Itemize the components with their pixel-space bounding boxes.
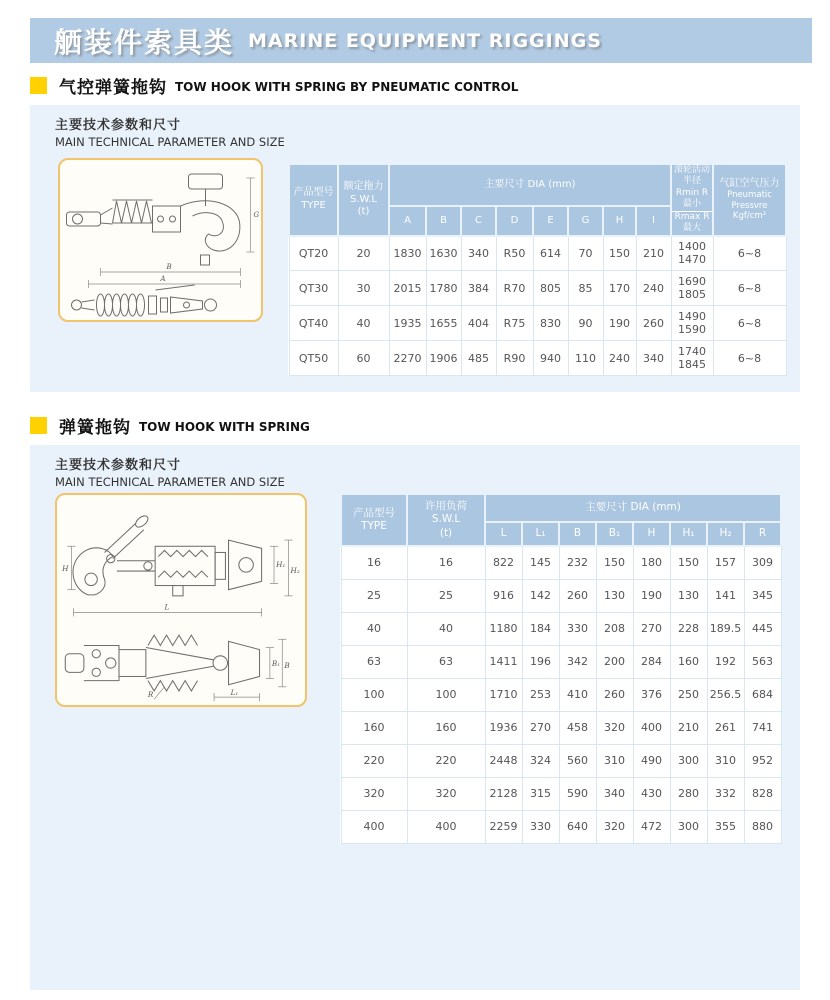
dia-col-header: C [461,206,496,235]
table-cell: 232 [559,546,596,579]
table-row [341,645,781,678]
table-cell: 342 [559,645,596,678]
table-cell: 1740 1845 [671,341,713,376]
subtitle-zh: 主要技术参数和尺寸 [55,118,182,133]
table-cell: 2015 [389,271,426,306]
table-row [341,612,781,645]
banner-title-en: MARINE EQUIPMENT RIGGINGS [248,29,602,52]
table-cell: 1830 [389,236,426,271]
col-header-text: 额定拖力 [343,181,384,192]
banner-title-zh: 舾装件索具类 [54,25,235,59]
table-cell: 320 [407,777,485,810]
col-header-text: 气缸空气压力 [719,177,780,189]
table-cell: 196 [522,645,559,678]
table-cell: 614 [533,236,568,271]
table-cell: 210 [636,236,671,271]
col-header-text: S.W.L [431,513,461,526]
table-cell: 150 [603,236,636,271]
pneumatic-tow-hook-drawing [60,160,261,320]
table-row [341,711,781,744]
table-cell: 270 [522,711,559,744]
table-cell: 270 [633,612,670,645]
table-cell: 130 [670,579,707,612]
table-cell: 1906 [426,341,461,376]
table-row [289,341,786,376]
table-cell: 40 [338,306,389,341]
table-cell: 340 [461,236,496,271]
dia-col-header: L [485,522,522,546]
table-cell: 260 [636,306,671,341]
table-cell: 400 [407,810,485,843]
table-cell: 145 [522,546,559,579]
drawing-side-view [67,174,240,265]
table-row [341,777,781,810]
table-cell: R70 [496,271,533,306]
dia-col-header: D [496,206,533,235]
subtitle-en: MAIN TECHNICAL PARAMETER AND SIZE [55,135,285,149]
drawing-top-view [65,635,259,691]
table-cell: 6~8 [713,271,786,306]
table-cell: 6~8 [713,341,786,376]
col-header-text: Pneumatic Pressvre [727,190,772,211]
table-cell: 110 [568,341,603,376]
table-cell: 384 [461,271,496,306]
col-header-text: S.W.L [349,193,378,205]
table-cell: 300 [670,810,707,843]
table-cell: 1411 [485,645,522,678]
col-header-text: Rmax R 最大 [674,212,710,234]
spring-tow-hook-table [340,493,782,844]
dia-col-header: A [389,206,426,235]
dia-col-header: H [633,522,670,546]
table-cell: QT30 [289,271,338,306]
dia-col-header: B₁ [596,522,633,546]
table-cell: 192 [707,645,744,678]
col-header-pressure [713,164,786,236]
table-cell: 490 [633,744,670,777]
pneumatic-tow-hook-diagram [58,158,263,322]
section1-title-zh: 气控弹簧拖钩 [59,78,167,98]
table-cell: 25 [407,579,485,612]
table-cell: 1400 1470 [671,236,713,271]
table2-body [341,546,781,843]
col-header-text: (t) [439,526,453,539]
table-cell: 400 [341,810,407,843]
table-cell: 560 [559,744,596,777]
table-cell: 210 [670,711,707,744]
table-cell: 320 [596,810,633,843]
table-cell: 300 [670,744,707,777]
table-cell: 30 [338,271,389,306]
table-cell: 208 [596,612,633,645]
table-row [289,236,786,271]
table-cell: 250 [670,678,707,711]
table-cell: 1630 [426,236,461,271]
table-cell: 563 [744,645,781,678]
table-cell: 340 [636,341,671,376]
table-cell: 916 [485,579,522,612]
col-header-swl [407,494,485,546]
dia-col-header: H [603,206,636,235]
col-header-type [341,494,407,546]
spring-tow-hook-drawing [57,495,305,705]
table-cell: 90 [568,306,603,341]
table-cell: 880 [744,810,781,843]
col-header-radius [671,164,713,236]
table-cell: QT50 [289,341,338,376]
table-cell: 309 [744,546,781,579]
col-header-text: 滚轮活动半径 [674,165,711,187]
dim-label: B [284,661,290,671]
dia-col-header: I [636,206,671,235]
dia-col-header: B [426,206,461,235]
table-cell: 355 [707,810,744,843]
table-cell: 60 [338,341,389,376]
dia-col-header: L₁ [522,522,559,546]
table-cell: 142 [522,579,559,612]
drawing-oblique-view [72,285,217,316]
table-cell: 952 [744,744,781,777]
table-cell: 2448 [485,744,522,777]
dim-label: R [147,690,154,700]
table-cell: 280 [670,777,707,810]
table-cell: 315 [522,777,559,810]
table-cell: 2270 [389,341,426,376]
table-cell: 805 [533,271,568,306]
section2-title-zh: 弹簧拖钩 [59,418,131,438]
table-cell: 330 [559,612,596,645]
dim-label: L₁ [230,688,239,698]
table-cell: 157 [707,546,744,579]
table-cell: 340 [596,777,633,810]
table-cell: 410 [559,678,596,711]
table-cell: 150 [596,546,633,579]
dimension-lines [67,540,292,616]
drawing-side-view [73,514,262,596]
table-cell: 100 [341,678,407,711]
table-cell: QT40 [289,306,338,341]
table-cell: R90 [496,341,533,376]
dia-col-header: R [744,522,781,546]
table-cell: 1490 1590 [671,306,713,341]
table-cell: R50 [496,236,533,271]
table-cell: 261 [707,711,744,744]
table-cell: 485 [461,341,496,376]
table-cell: 458 [559,711,596,744]
dim-label: B [166,263,172,271]
section2-panel [30,445,800,990]
table-cell: 70 [568,236,603,271]
table-cell: 160 [670,645,707,678]
table-cell: 170 [603,271,636,306]
table-cell: 85 [568,271,603,306]
col-header-text: 产品型号 [293,187,334,199]
dim-label: L [164,602,170,612]
table-cell: 189.5 [707,612,744,645]
subtitle-zh: 主要技术参数和尺寸 [55,458,182,473]
dia-col-header: G [568,206,603,235]
table-cell: 1180 [485,612,522,645]
dimension-lines [89,178,255,288]
table-cell: 330 [522,810,559,843]
table-cell: 310 [596,744,633,777]
dim-label: H₁ [276,559,286,569]
table-cell: 1710 [485,678,522,711]
table-cell: 830 [533,306,568,341]
col-header-text: Rmin R 最小 [672,188,712,213]
table-cell: 1690 1805 [671,271,713,306]
table-cell: 240 [636,271,671,306]
table-cell: 253 [522,678,559,711]
table-cell: 100 [407,678,485,711]
table-cell: 16 [407,546,485,579]
table-cell: 284 [633,645,670,678]
table-cell: 25 [341,579,407,612]
table-cell: 640 [559,810,596,843]
table-cell: 828 [744,777,781,810]
table-cell: 40 [341,612,407,645]
table-cell: 16 [341,546,407,579]
dia-col-header: H₂ [707,522,744,546]
section1-title-en: TOW HOOK WITH SPRING BY PNEUMATIC CONTROL [175,80,519,94]
col-header-swl [338,164,389,236]
dim-label: H [62,564,69,574]
table-cell: 256.5 [707,678,744,711]
table-cell: 6~8 [713,306,786,341]
table-cell: 1936 [485,711,522,744]
page-banner [30,18,812,63]
table-cell: 240 [603,341,636,376]
table-cell: 63 [407,645,485,678]
col-header-text: TYPE [361,520,387,532]
table-cell: 20 [338,236,389,271]
table-cell: 260 [559,579,596,612]
table-cell: 228 [670,612,707,645]
table-cell: 310 [707,744,744,777]
table-cell: 741 [744,711,781,744]
col-header-text: 产品型号 [353,506,395,519]
table-row [341,678,781,711]
table-cell: 220 [341,744,407,777]
table-cell: 400 [633,711,670,744]
table-cell: 130 [596,579,633,612]
table-cell: QT20 [289,236,338,271]
yellow-bullet-icon [30,77,47,94]
table-cell: 40 [407,612,485,645]
table-cell: 430 [633,777,670,810]
table-cell: 320 [596,711,633,744]
table-cell: 160 [407,711,485,744]
table-cell: 822 [485,546,522,579]
table-cell: 940 [533,341,568,376]
table-cell: 160 [341,711,407,744]
table-cell: 2128 [485,777,522,810]
table-cell: 404 [461,306,496,341]
col-header-text: Kgf/cm² [732,211,767,222]
col-header-type [289,164,338,236]
col-header-dia: 主要尺寸 DIA (mm) [485,494,781,522]
table-cell: 1655 [426,306,461,341]
table-cell: 1935 [389,306,426,341]
table-cell: 220 [407,744,485,777]
table-cell: R75 [496,306,533,341]
dim-label: G [253,211,260,219]
spring-tow-hook-diagram [55,493,307,707]
table-cell: 590 [559,777,596,810]
section2-subtitle [55,454,285,489]
table-cell: 324 [522,744,559,777]
table-cell: 184 [522,612,559,645]
table-row [341,744,781,777]
table-cell: 190 [603,306,636,341]
dia-col-header: B [559,522,596,546]
dia-col-header: H₁ [670,522,707,546]
dia-col-header: E [533,206,568,235]
table-cell: 1780 [426,271,461,306]
table-cell: 320 [341,777,407,810]
table1-body [289,236,786,376]
table1-head [289,164,786,236]
table-row [289,306,786,341]
table-cell: 141 [707,579,744,612]
table-cell: 260 [596,678,633,711]
yellow-bullet-icon [30,417,47,434]
section1-panel [30,105,800,392]
table-cell: 332 [707,777,744,810]
col-header-text: (t) [357,206,370,217]
table-cell: 345 [744,579,781,612]
table-cell: 472 [633,810,670,843]
subtitle-en: MAIN TECHNICAL PARAMETER AND SIZE [55,475,285,489]
table-row [289,271,786,306]
table-cell: 150 [670,546,707,579]
pneumatic-tow-hook-table [288,163,787,376]
dim-label: A [160,275,166,283]
table-cell: 63 [341,645,407,678]
section2-title-en: TOW HOOK WITH SPRING [139,420,310,434]
dim-label: H₂ [290,566,300,576]
table-cell: 445 [744,612,781,645]
table-cell: 190 [633,579,670,612]
table-row [341,579,781,612]
table-cell: 2259 [485,810,522,843]
table-cell: 180 [633,546,670,579]
section2-header [30,413,310,438]
table-row [341,810,781,843]
section1-subtitle [55,114,285,149]
table2-head [341,494,781,546]
col-header-text: 许用负荷 [425,500,467,513]
table-cell: 684 [744,678,781,711]
col-header-text: TYPE [301,199,326,211]
dim-label: B₁ [271,659,281,669]
section1-header [30,73,518,98]
table-cell: 200 [596,645,633,678]
col-header-dia: 主要尺寸 DIA (mm) [389,164,671,206]
table-cell: 6~8 [713,236,786,271]
table-row [341,546,781,579]
table-cell: 376 [633,678,670,711]
